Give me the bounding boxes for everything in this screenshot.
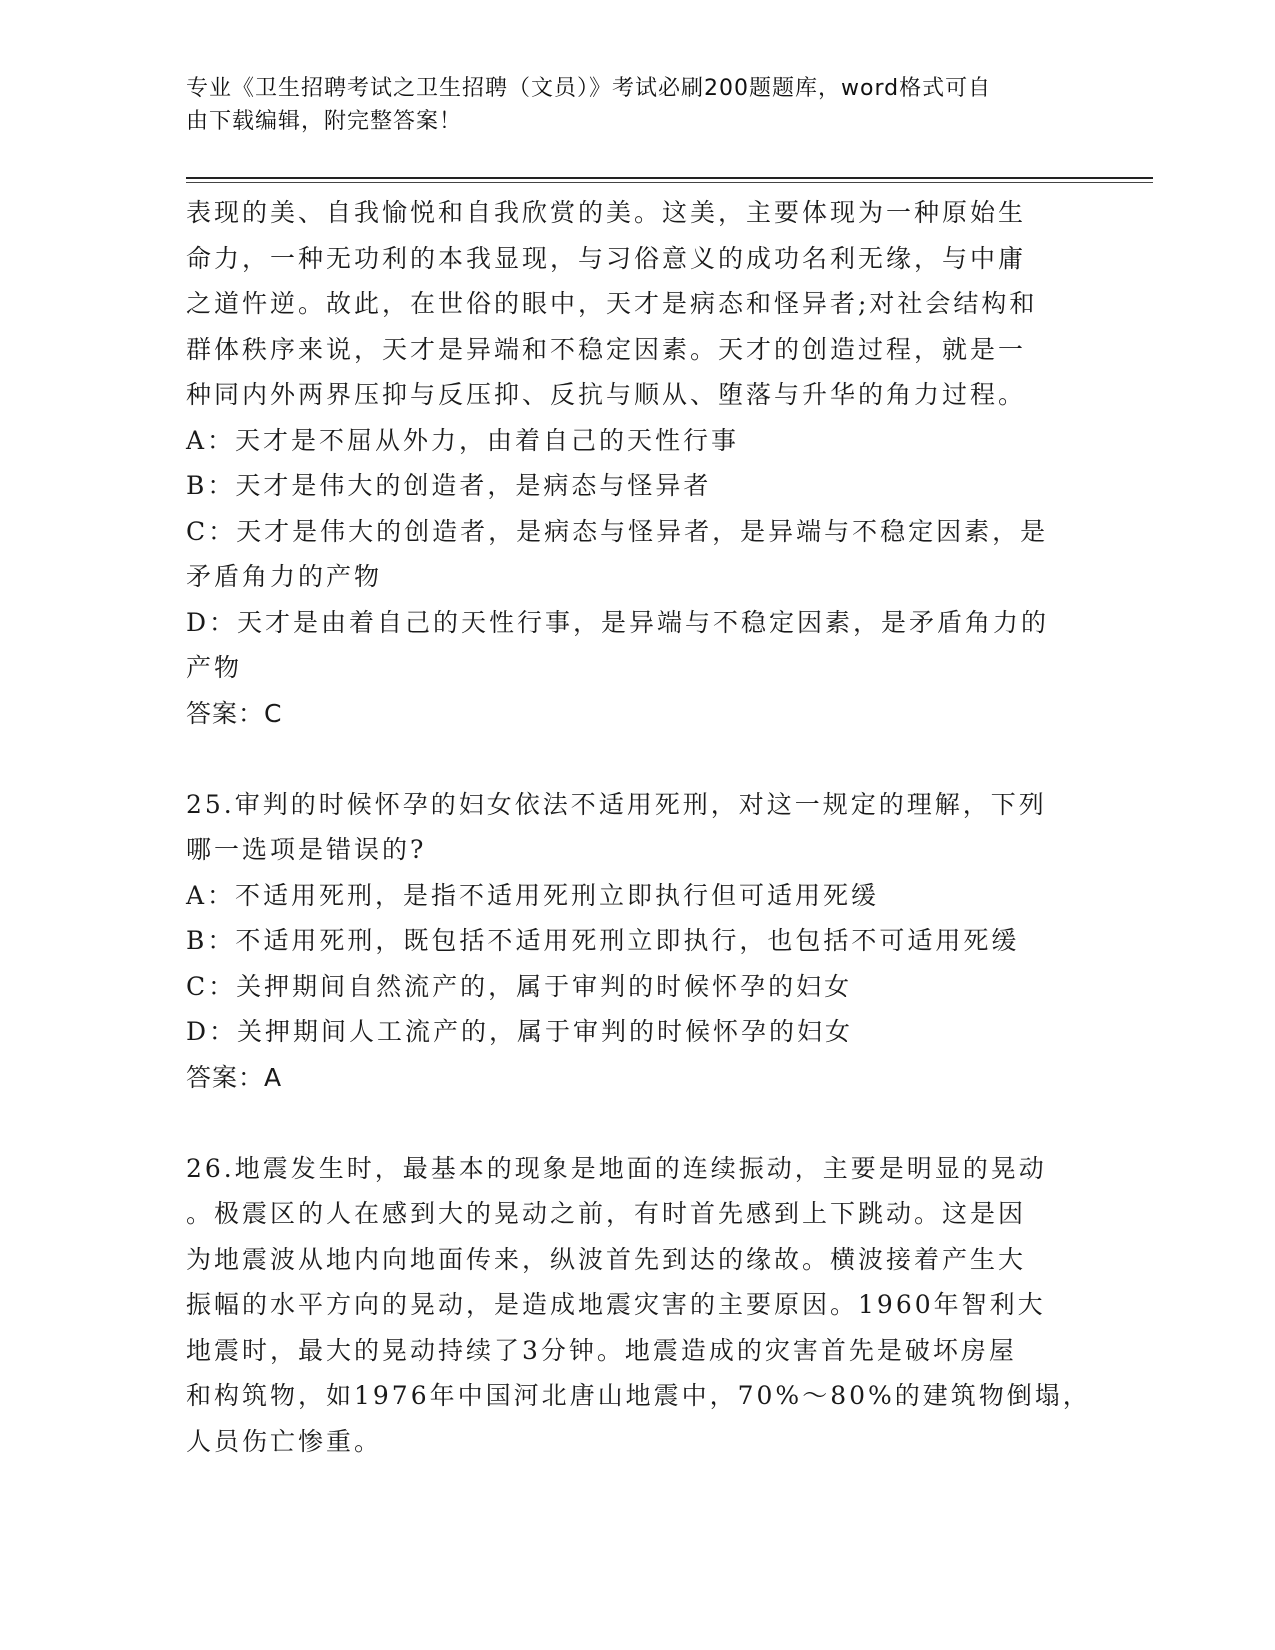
option-c-continued: 矛盾角力的产物 xyxy=(186,562,383,591)
header-line-1: 专业《卫生招聘考试之卫生招聘（文员）》考试必刷200题题库，word格式可自 xyxy=(186,76,992,101)
question-stem-line: 之道忤逆。故此，在世俗的眼中，天才是病态和怪异者;对社会结构和 xyxy=(186,289,1038,318)
answer-label: 答案：A xyxy=(186,1062,283,1092)
question-stem-line: 群体秩序来说，天才是异端和不稳定因素。天才的创造过程，就是一 xyxy=(186,334,1027,364)
header-line-2: 由下载编辑，附完整答案！ xyxy=(186,109,463,134)
header-divider-thick xyxy=(186,177,1153,179)
question-26 xyxy=(186,1146,1091,1465)
option-d: D：天才是由着自己的天性行事，是异端与不稳定因素，是矛盾角力的 xyxy=(186,607,1050,637)
document-body xyxy=(186,190,1091,1464)
question-stem-line: 25.审判的时候怀孕的妇女依法不适用死刑，对这一规定的理解，下列 xyxy=(186,789,1047,819)
document-header xyxy=(186,72,1066,138)
question-stem-line: 为地震波从地内向地面传来，纵波首先到达的缘故。横波接着产生大 xyxy=(186,1244,1027,1274)
option-a: A：不适用死刑，是指不适用死刑立即执行但可适用死缓 xyxy=(186,880,880,910)
question-25 xyxy=(186,782,1086,1101)
question-stem-line: 。极震区的人在感到大的晃动之前，有时首先感到上下跳动。这是因 xyxy=(186,1199,1027,1228)
answer-label: 答案：C xyxy=(186,698,283,728)
option-c: C：天才是伟大的创造者，是病态与怪异者，是异端与不稳定因素，是 xyxy=(186,516,1049,546)
question-stem-line: 种同内外两界压抑与反压抑、反抗与顺从、堕落与升华的角力过程。 xyxy=(186,380,1027,409)
question-stem-line: 振幅的水平方向的晃动，是造成地震灾害的主要原因。1960年智利大 xyxy=(186,1290,1046,1319)
option-b: B：不适用死刑，既包括不适用死刑立即执行，也包括不可适用死缓 xyxy=(186,926,1020,955)
question-stem-line: 地震时，最大的晃动持续了3分钟。地震造成的灾害首先是破坏房屋 xyxy=(186,1335,1017,1365)
option-c: C：关押期间自然流产的，属于审判的时候怀孕的妇女 xyxy=(186,971,853,1001)
question-stem-line: 表现的美、自我愉悦和自我欣赏的美。这美，主要体现为一种原始生 xyxy=(186,198,1027,227)
option-b: B：天才是伟大的创造者，是病态与怪异者 xyxy=(186,471,712,500)
question-stem-line: 人员伤亡惨重。 xyxy=(186,1426,383,1456)
spacer xyxy=(186,736,1086,782)
question-stem-line: 命力，一种无功利的本我显现，与习俗意义的成功名利无缘，与中庸 xyxy=(186,243,1027,273)
header-divider-thin xyxy=(186,182,1153,183)
option-d: D：关押期间人工流产的，属于审判的时候怀孕的妇女 xyxy=(186,1017,854,1046)
option-d-continued: 产物 xyxy=(186,653,243,682)
question-stem-line: 26.地震发生时，最基本的现象是地面的连续振动，主要是明显的晃动 xyxy=(186,1153,1047,1183)
question-24 xyxy=(186,190,1086,736)
question-stem-line: 和构筑物，如1976年中国河北唐山地震中，70%～80%的建筑物倒塌， xyxy=(186,1381,1091,1410)
spacer xyxy=(186,1100,1086,1146)
option-a: A：天才是不屈从外力，由着自己的天性行事 xyxy=(186,425,740,455)
question-stem-line: 哪一选项是错误的? xyxy=(186,835,427,864)
